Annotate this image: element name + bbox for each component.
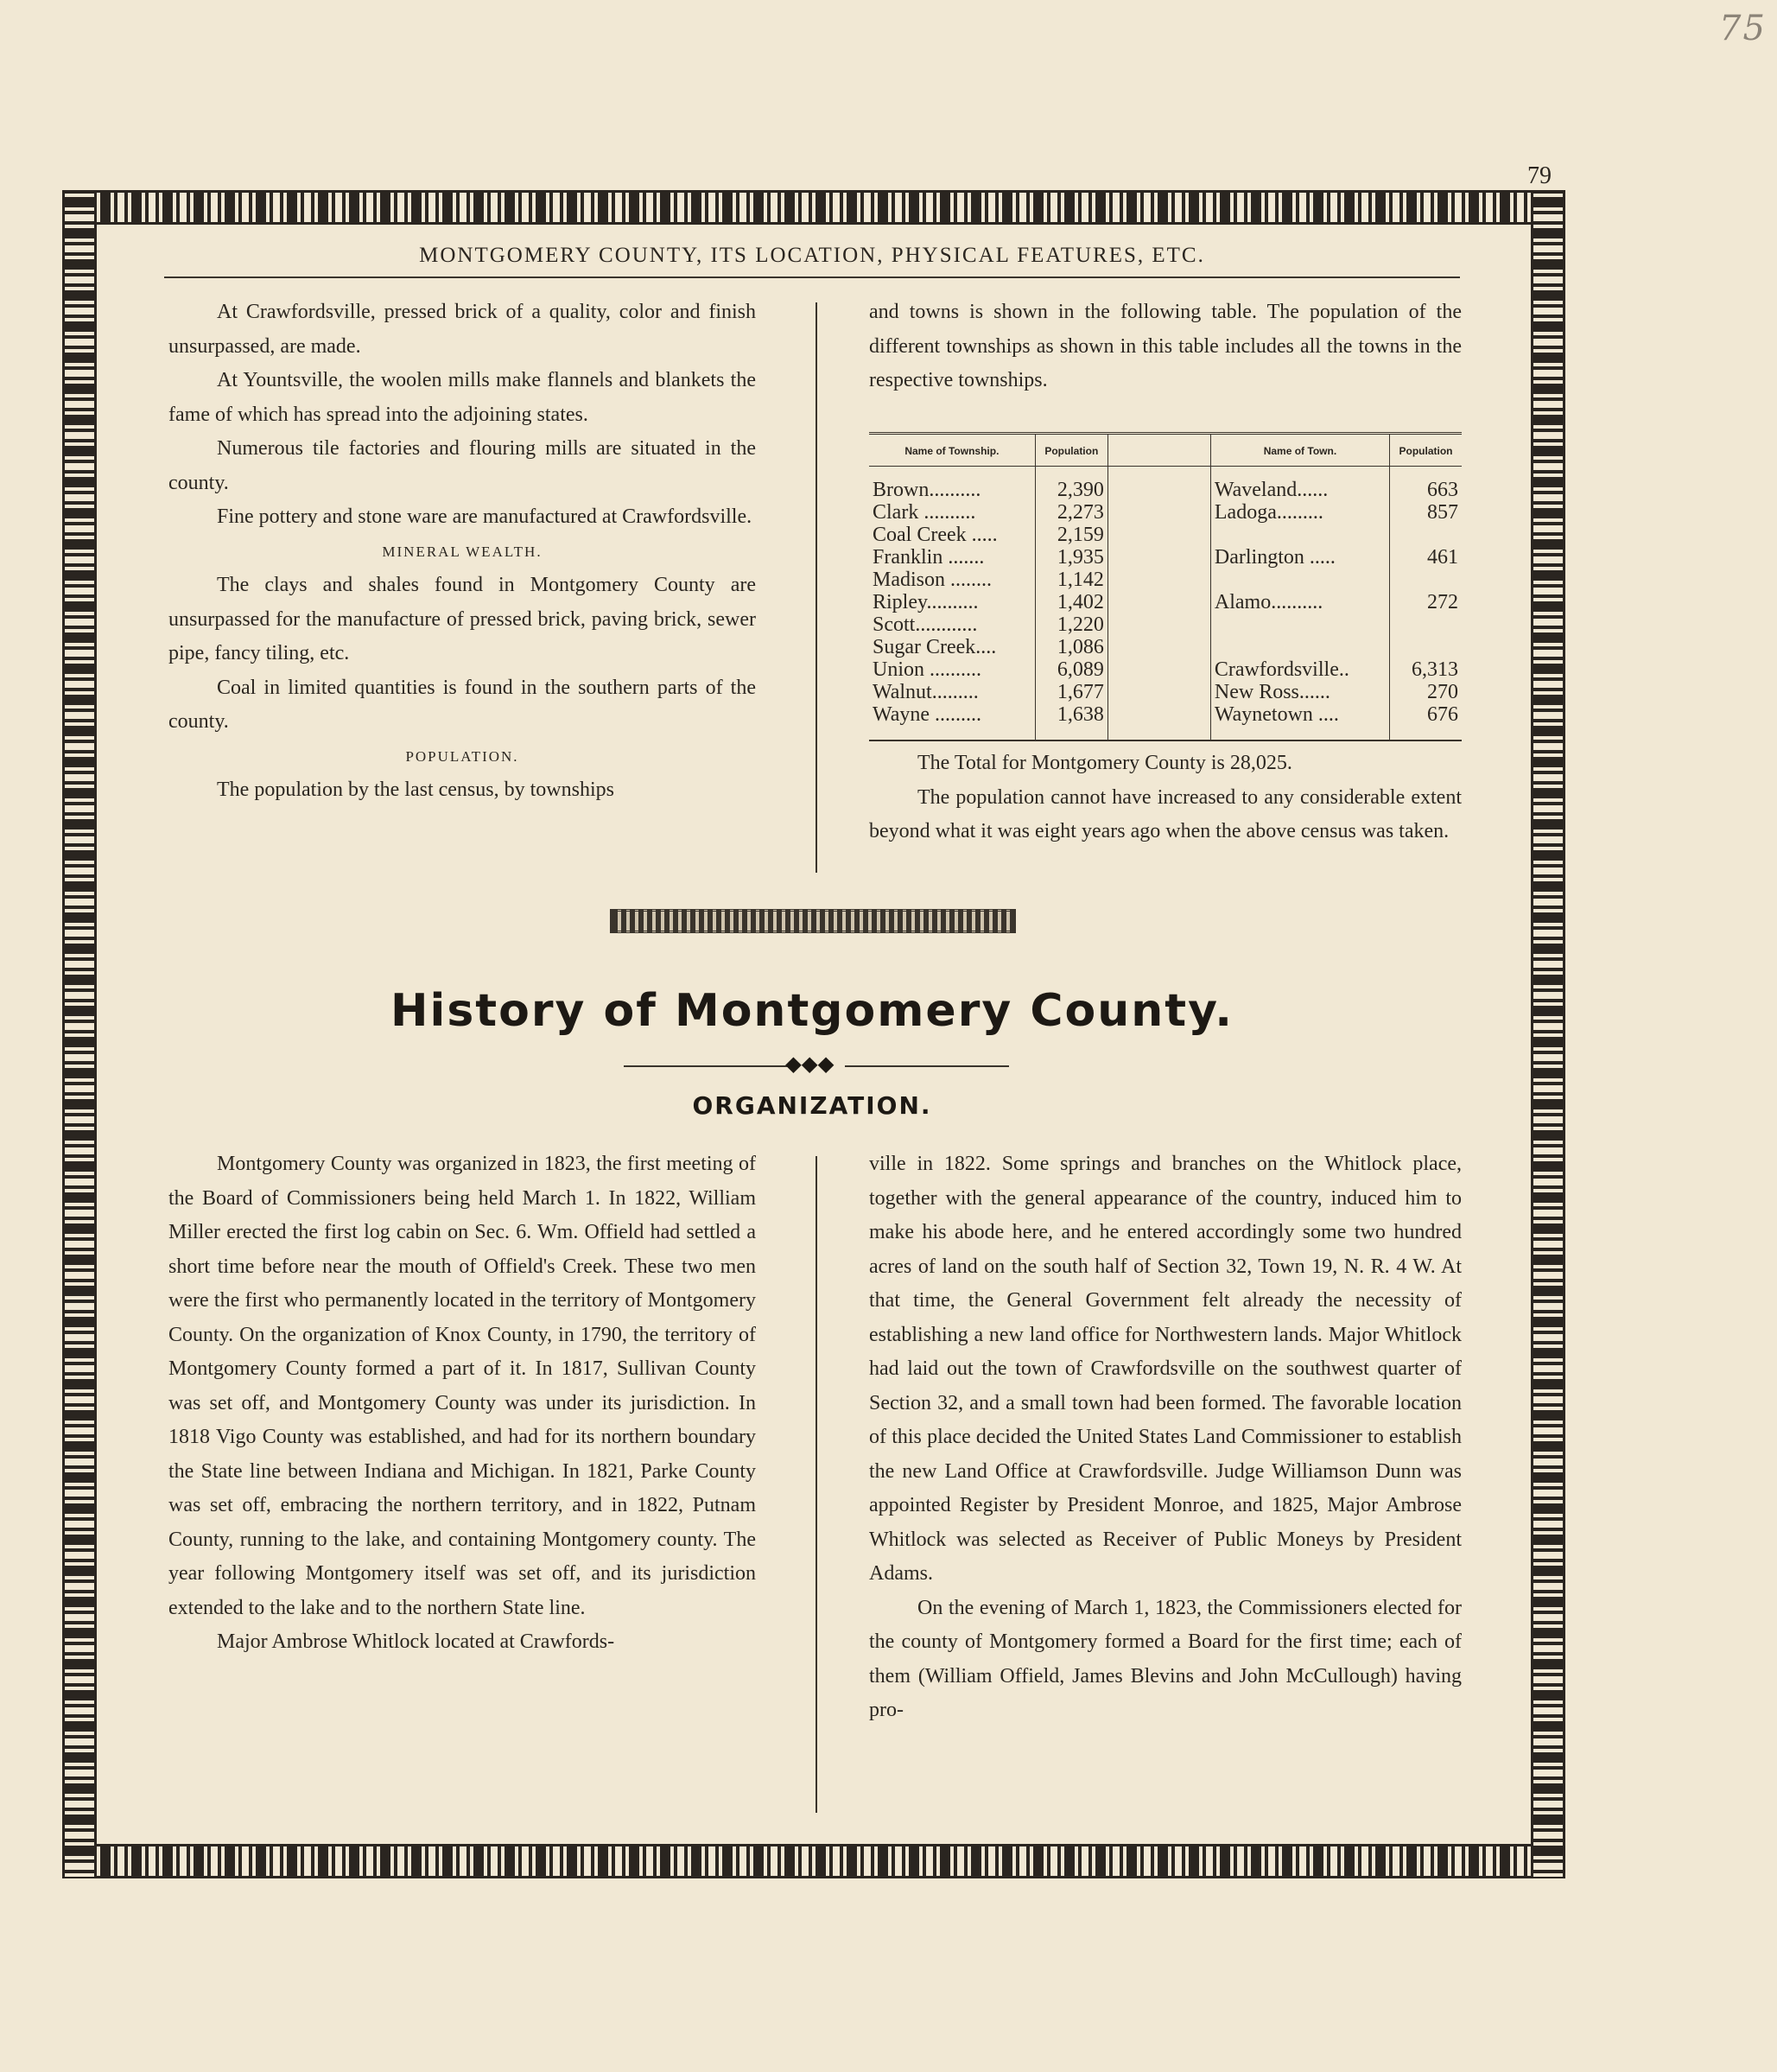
table-row xyxy=(869,591,1462,613)
paragraph-tile-factories: Numerous tile factories and flouring mills are situated in the county. xyxy=(168,437,756,494)
town-population: 676 xyxy=(1427,703,1458,726)
township-population: 2,159 xyxy=(1035,524,1107,546)
town-name: Darlington ..... xyxy=(1210,546,1389,569)
table-row xyxy=(869,613,1462,636)
paragraph-whitlock-start: Major Ambrose Whitlock located at Crawfords- xyxy=(217,1630,615,1653)
township-population: 1,402 xyxy=(1035,591,1107,613)
town-name xyxy=(1210,569,1389,591)
township-name: Wayne ......... xyxy=(869,703,1035,740)
town-name xyxy=(1210,613,1389,636)
town-population xyxy=(1389,613,1462,636)
table-row xyxy=(869,658,1462,681)
table-row xyxy=(869,703,1462,740)
table-row xyxy=(869,681,1462,703)
township-population: 2,273 xyxy=(1035,501,1107,524)
town-population: 857 xyxy=(1427,501,1458,524)
town-name: Crawfordsville.. xyxy=(1210,658,1389,681)
section-title: ORGANIZATION. xyxy=(692,1091,932,1120)
town-population: 663 xyxy=(1427,479,1458,501)
township-name: Union .......... xyxy=(869,658,1035,681)
township-name: Ripley.......... xyxy=(869,591,1035,613)
ornamental-divider xyxy=(610,909,1016,933)
header-township: Name of Township. xyxy=(869,434,1035,467)
town-population: 461 xyxy=(1427,546,1458,569)
page-title: History of Montgomery County. xyxy=(390,985,1234,1037)
bottom-column-divider xyxy=(816,1156,817,1813)
title-ornament: ⯁⯁⯁ xyxy=(784,1054,834,1079)
table-row xyxy=(869,501,1462,524)
town-population: 270 xyxy=(1427,681,1458,703)
census-table xyxy=(869,432,1462,741)
paragraph-whitlock-continued: ville in 1822. Some springs and branches on the Whitlock place, together with the general appearance of the country, induced him to make his abode here, and he entered accordingly some two hundred acres of land on the south half of Section 32, Town 19, N. R. 4 W. At that time, the General Government felt already the necessity of establishing a new land office for Northwestern lands. Major Whitlock had laid out the town of Crawfordsville on the southwest quarter of Section 32, and a small town had been formed. The favorable location of this place decided the United States Land Commissioner to establish the new Land Office at Crawfordsville. Judge Williamson Dunn was appointed Register by President Monroe, and 1825, Major Ambrose Whitlock was selected as Receiver of Public Moneys by President Adams. xyxy=(869,1153,1462,1585)
paragraph-total: The Total for Montgomery County is 28,025. xyxy=(917,752,1292,774)
township-population: 1,086 xyxy=(1035,636,1107,658)
town-population xyxy=(1389,636,1462,658)
town-name: New Ross...... xyxy=(1210,681,1389,703)
township-population: 1,142 xyxy=(1035,569,1107,591)
township-name: Madison ........ xyxy=(869,569,1035,591)
township-population: 6,089 xyxy=(1035,658,1107,681)
table-row xyxy=(869,524,1462,546)
page-number: 79 xyxy=(1527,162,1552,189)
township-name: Sugar Creek.... xyxy=(869,636,1035,658)
paragraph-clays: The clays and shales found in Montgomery County are unsurpassed for the manufacture of pressed brick, paving brick, sewer pipe, fancy tiling, etc. xyxy=(168,574,756,664)
table-row xyxy=(869,636,1462,658)
ornamental-border-right xyxy=(1531,190,1565,1878)
header-township-population: Population xyxy=(1035,434,1107,467)
title-rule-right xyxy=(845,1065,1009,1067)
bottom-left-column xyxy=(168,1147,756,1660)
township-name: Scott............ xyxy=(869,613,1035,636)
header-town-population: Population xyxy=(1389,434,1462,467)
town-name xyxy=(1210,636,1389,658)
township-population: 1,935 xyxy=(1035,546,1107,569)
paragraph-pottery: Fine pottery and stone ware are manufactured at Crawfordsville. xyxy=(217,505,752,528)
township-name: Franklin ....... xyxy=(869,546,1035,569)
bottom-right-column xyxy=(869,1147,1462,1728)
township-population: 1,677 xyxy=(1035,681,1107,703)
top-left-column xyxy=(168,296,756,808)
township-population: 2,390 xyxy=(1035,467,1107,502)
ornamental-border-bottom xyxy=(62,1844,1565,1878)
town-population xyxy=(1389,569,1462,591)
paragraph-population-intro: The population by the last census, by townships xyxy=(217,779,614,801)
top-column-divider xyxy=(816,302,817,873)
paragraph-table-intro: and towns is shown in the following table. The population of the different townships as shown in this table includes all the towns in the respective townships. xyxy=(869,301,1462,391)
paragraph-increase: The population cannot have increased to any considerable extent beyond what it was eight years ago when the above census was taken. xyxy=(869,785,1462,842)
handwritten-page-number: 75 xyxy=(1719,9,1767,48)
paragraph-brick: At Crawfordsville, pressed brick of a quality, color and finish unsurpassed, are made. xyxy=(168,301,756,358)
township-population: 1,220 xyxy=(1035,613,1107,636)
top-right-column xyxy=(869,296,1462,398)
title-rule-left xyxy=(624,1065,788,1067)
town-name: Waynetown .... xyxy=(1210,703,1389,740)
township-name: Brown.......... xyxy=(869,467,1035,502)
ornamental-border-left xyxy=(62,190,97,1878)
town-population xyxy=(1389,524,1462,546)
population-heading: POPULATION. xyxy=(405,747,519,765)
town-name: Alamo.......... xyxy=(1210,591,1389,613)
paragraph-commissioners: On the evening of March 1, 1823, the Commissioners elected for the county of Montgomery formed a Board for the first time; each of them (William Offield, James Blevins and John McCullough) having pro- xyxy=(869,1596,1462,1721)
mineral-wealth-heading: MINERAL WEALTH. xyxy=(382,543,543,560)
township-name: Coal Creek ..... xyxy=(869,524,1035,546)
town-population: 272 xyxy=(1427,591,1458,613)
paragraph-organization: Montgomery County was organized in 1823, the first meeting of the Board of Commissioners being held March 1. In 1822, William Miller erected the first log cabin on Sec. 6. Wm. Offield had settled a short time before near the mouth of Offield's Creek. These two men were the first who permanently located in the territory of Montgomery County. On the organization of Knox County, in 1790, the territory of Montgomery County formed a part of it. In 1817, Sullivan County was set off, and Montgomery County was under its jurisdiction. In 1818 Vigo County was established, and had for its northern boundary the State line between Indiana and Michigan. In 1821, Parke County was set off, embracing the northern territory, and in 1822, Putnam County, running to the lake, and containing Montgomery county. The year following Montgomery itself was set off, and its jurisdiction extended to the lake and to the northern State line. xyxy=(168,1153,756,1619)
paragraph-coal: Coal in limited quantities is found in the southern parts of the county. xyxy=(168,676,756,733)
town-population: 6,313 xyxy=(1412,658,1458,681)
township-population: 1,638 xyxy=(1035,703,1107,740)
table-row xyxy=(869,569,1462,591)
table-row xyxy=(869,546,1462,569)
table-row xyxy=(869,467,1462,502)
running-head-rule xyxy=(164,276,1460,278)
running-head: MONTGOMERY COUNTY, ITS LOCATION, PHYSICAL FEATURES, ETC. xyxy=(419,244,1205,267)
town-name: Waveland...... xyxy=(1210,467,1389,502)
township-name: Clark .......... xyxy=(869,501,1035,524)
paragraph-woolen-mills: At Yountsville, the woolen mills make flannels and blankets the fame of which has spread into the adjoining states. xyxy=(168,369,756,426)
header-town: Name of Town. xyxy=(1210,434,1389,467)
township-name: Walnut......... xyxy=(869,681,1035,703)
town-name: Ladoga......... xyxy=(1210,501,1389,524)
town-name xyxy=(1210,524,1389,546)
ornamental-border-top xyxy=(62,190,1565,225)
top-right-after-table xyxy=(869,747,1462,849)
